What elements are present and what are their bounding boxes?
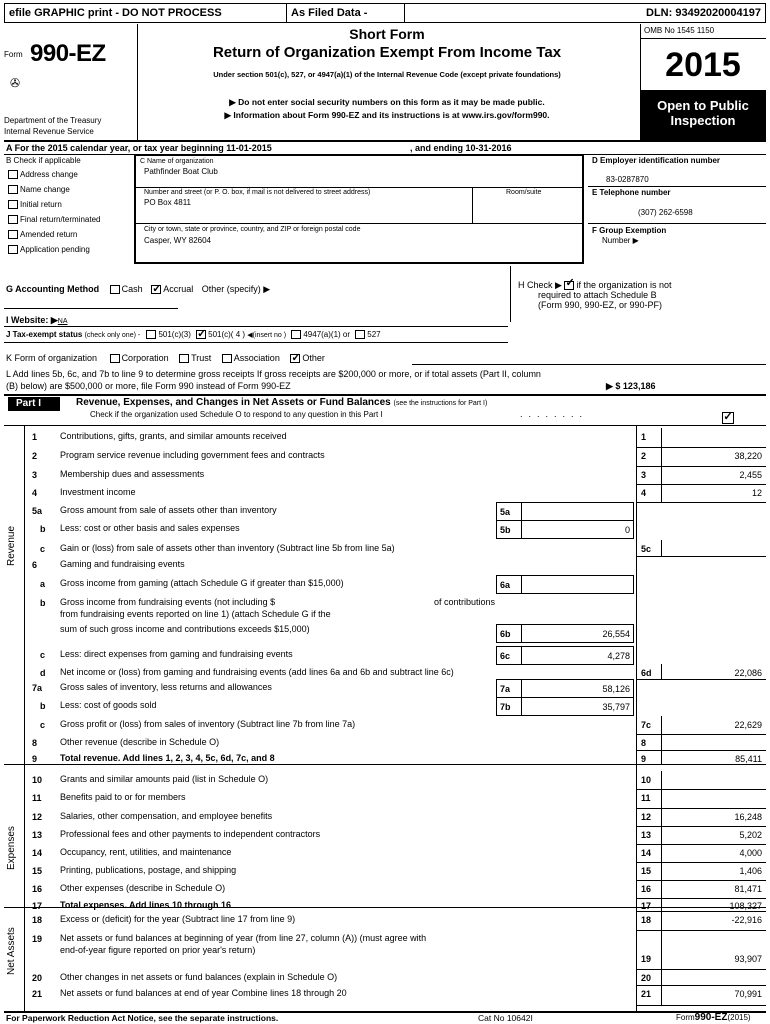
- address-change-option[interactable]: Address change: [8, 170, 100, 185]
- sub-line-amount[interactable]: 58,126: [522, 679, 634, 698]
- application-pending-option[interactable]: Application pending: [8, 245, 100, 260]
- final-return-checkbox[interactable]: [8, 215, 18, 224]
- sub-line-amount[interactable]: 4,278: [522, 646, 634, 665]
- line-number: b: [40, 701, 46, 711]
- tax-exempt-status: J Tax-exempt status (check only one) - 501(c)(3) ✓ 501(c)( 4 ) ◀(insert no ) 4947(a)(1) or 527: [6, 330, 381, 339]
- line-row: [0, 575, 770, 594]
- accounting-method: G Accounting Method Cash ✓ Accrual Other (specify) ▶: [6, 284, 270, 295]
- trust-option[interactable]: Trust: [179, 353, 211, 363]
- line-description: Other expenses (describe in Schedule O): [60, 883, 226, 893]
- check-applicable-title: B Check if applicable: [6, 156, 81, 165]
- line-row: [0, 750, 770, 764]
- line-row: [0, 679, 770, 697]
- line-number: 8: [32, 738, 38, 748]
- line-row: [0, 664, 770, 679]
- line-box-label: 6d: [636, 664, 662, 679]
- part1-title-note: (see the instructions for Part I): [393, 400, 488, 407]
- line-amount[interactable]: [662, 428, 766, 447]
- check-dots: ........: [520, 409, 589, 419]
- line-description: Gain or (loss) from sale of assets other than inventory (Subtract line 5b from line 5a): [60, 543, 395, 553]
- line-row: [0, 771, 770, 789]
- line-number: 19: [32, 934, 43, 944]
- line-box-label: 13: [636, 826, 662, 844]
- line-description: Gross profit or (loss) from sales of inventory (Subtract line 7b from line 7a): [60, 719, 356, 729]
- expenses-side-label: Expenses: [6, 826, 17, 870]
- part1-title-row: [76, 397, 487, 408]
- street-label: Number and street (or P. O. box, if mail is not delivered to street address): [144, 189, 371, 196]
- line-number: 6: [32, 560, 38, 570]
- line-amount[interactable]: 5,202: [739, 830, 762, 840]
- line-amount[interactable]: 108,327: [729, 901, 762, 911]
- line-description-extra: of contributions: [434, 597, 496, 607]
- org-name: Pathfinder Boat Club: [144, 167, 218, 176]
- line-amount[interactable]: 16,248: [734, 812, 762, 822]
- line-row: [0, 556, 770, 575]
- line-description: Printing, publications, postage, and shipping: [60, 865, 237, 875]
- omb-number: OMB No 1545 1150: [644, 26, 715, 35]
- line-row: [0, 540, 770, 556]
- line-amount[interactable]: 22,086: [734, 668, 762, 678]
- line-amount[interactable]: [662, 969, 766, 985]
- line-box-label: 11: [636, 789, 662, 808]
- line-row: [0, 789, 770, 808]
- organization-box: [134, 154, 584, 264]
- line-number: 10: [32, 775, 43, 785]
- line-number: 7a: [32, 683, 43, 693]
- sub-line-box-label: 7b: [496, 697, 522, 716]
- trust-checkbox[interactable]: [179, 354, 189, 363]
- line-amount[interactable]: 2,455: [739, 470, 762, 480]
- line-box-label: 21: [636, 985, 662, 1005]
- cat-number: Cat No 10642I: [478, 1013, 533, 1023]
- room-label: Room/suite: [506, 189, 542, 196]
- line-row: [0, 880, 770, 898]
- org-city: Casper, WY 82604: [144, 236, 212, 245]
- 501c3-checkbox[interactable]: [146, 330, 156, 339]
- org-name-label: C Name of organization: [140, 158, 214, 165]
- line-amount[interactable]: 85,411: [735, 754, 762, 764]
- line-box-label: 3: [636, 466, 662, 484]
- dln-label: DLN: 93492020004197: [646, 7, 761, 19]
- line-number: 11: [32, 793, 42, 803]
- line-box-label: 5c: [636, 540, 662, 556]
- sub-line-amount[interactable]: [522, 575, 634, 594]
- line-row: [0, 502, 770, 520]
- line-description: Net assets or fund balances at end of year Combine lines 18 through 20: [60, 988, 347, 998]
- 527-checkbox[interactable]: [355, 330, 365, 339]
- sub-line-box-label: 7a: [496, 679, 522, 698]
- sub-line-box-label: 6c: [496, 646, 522, 665]
- line-description: Investment income: [60, 487, 136, 497]
- line-box-label: 19: [636, 930, 662, 969]
- org-street: PO Box 4811: [144, 198, 191, 207]
- corporation-checkbox[interactable]: [110, 354, 120, 363]
- sub-line-box-label: 6a: [496, 575, 522, 594]
- line-description: Salaries, other compensation, and employee benefits: [60, 811, 273, 821]
- line-amount[interactable]: 22,629: [734, 720, 762, 730]
- line-box-label: 4: [636, 484, 662, 502]
- line-amount[interactable]: 70,991: [734, 989, 762, 999]
- 4947-option[interactable]: 4947(a)(1) or: [291, 330, 350, 339]
- line-l-text1: L Add lines 5b, 6c, and 7b to line 9 to determine gross receipts If gross receipts are $200,000 or more, or if total assets (Part II, column: [6, 369, 541, 379]
- line-number: 12: [32, 812, 43, 822]
- line-description: Less: cost or other basis and sales expenses: [60, 523, 240, 533]
- line-row: [0, 862, 770, 880]
- form-title: Return of Organization Exempt From Income Tax: [212, 44, 562, 61]
- part1-label: Part I: [8, 397, 60, 411]
- amended-return-checkbox[interactable]: [8, 230, 18, 239]
- association-option[interactable]: Association: [222, 353, 280, 363]
- line-box-label: 10: [636, 771, 662, 789]
- line-box-label: 16: [636, 880, 662, 898]
- website-row: I Website: ▶NA: [6, 315, 68, 325]
- short-form: Short Form: [349, 26, 425, 42]
- line-description-cont2: sum of such gross income and contributions exceeds $15,000): [60, 624, 310, 634]
- line-row: [0, 826, 770, 844]
- line-row: [0, 484, 770, 502]
- line-number: 5a: [32, 506, 43, 516]
- final-return-option[interactable]: Final return/terminated: [8, 215, 100, 230]
- line-row: [0, 646, 770, 664]
- line-description: Program service revenue including government fees and contracts: [60, 450, 325, 460]
- line-box-label: 9: [636, 750, 662, 764]
- line-description: Total revenue. Add lines 1, 2, 3, 4, 5c, 6d, 7c, and 8: [60, 753, 275, 763]
- line-box-label: 15: [636, 862, 662, 880]
- line-number: 15: [32, 866, 43, 876]
- line-number: c: [40, 544, 46, 554]
- line-row: [0, 969, 770, 985]
- line-number: c: [40, 650, 46, 660]
- form-header: [4, 24, 766, 142]
- line-row: [0, 594, 770, 646]
- cash-checkbox[interactable]: [110, 285, 120, 294]
- line-row: [0, 734, 770, 750]
- initial-return-checkbox[interactable]: [8, 200, 18, 209]
- line-row: [0, 697, 770, 716]
- netassets-side-label: Net Assets: [6, 927, 17, 975]
- line-row: [0, 930, 770, 969]
- tax-year-ending: , and ending 10-31-2016: [410, 143, 512, 153]
- line-description: Less: direct expenses from gaming and fundraising events: [60, 649, 293, 659]
- address-change-checkbox[interactable]: [8, 170, 18, 179]
- line-description: Membership dues and assessments: [60, 469, 205, 479]
- form-number: 990-EZ: [30, 40, 106, 67]
- form-of-organization: K Form of organization Corporation Trust Association ✓ Other: [6, 353, 325, 363]
- line-number: b: [40, 598, 46, 608]
- line-amount[interactable]: [662, 771, 766, 789]
- line-box-label: 7c: [636, 716, 662, 734]
- line-amount[interactable]: 4,000: [739, 848, 762, 858]
- schedule-o-checkbox[interactable]: ✓: [723, 411, 733, 423]
- line-amount[interactable]: [662, 540, 766, 556]
- line-description: Gross amount from sale of assets other than inventory: [60, 505, 277, 515]
- phone-value: (307) 262-6598: [638, 208, 693, 217]
- line-description: Contributions, gifts, grants, and similar amounts received: [60, 431, 287, 441]
- name-change-option[interactable]: Name change: [8, 185, 100, 200]
- open-public: Open to Public: [657, 98, 749, 113]
- sub-line-box-label: 5b: [496, 520, 522, 539]
- line-number: 4: [32, 488, 38, 498]
- line-row: [0, 716, 770, 734]
- line-description: Total expenses. Add lines 10 through 16: [60, 900, 232, 910]
- line-box-label: 20: [636, 969, 662, 985]
- city-label: City or town, state or province, country, and ZIP or foreign postal code: [144, 226, 361, 233]
- line-row: [0, 844, 770, 862]
- 501c-option[interactable]: ✓ 501(c)( 4 ) ◀(insert no ): [196, 330, 286, 339]
- accrual-option[interactable]: ✓ Accrual: [151, 284, 193, 294]
- amended-return-option[interactable]: Amended return: [8, 230, 100, 245]
- other-method: Other (specify) ▶: [201, 284, 271, 294]
- line-amount[interactable]: 93,907: [734, 954, 762, 964]
- line-number: 18: [32, 915, 43, 925]
- phone-label: E Telephone number: [592, 188, 671, 197]
- line-number: 14: [32, 848, 43, 858]
- line-number: 20: [32, 973, 43, 983]
- line-description: Net assets or fund balances at beginning of year (from line 27, column (A)) (must agree with: [60, 933, 427, 943]
- line-number: 13: [32, 830, 43, 840]
- line-box-label: 18: [636, 911, 662, 930]
- line-number: 17: [32, 901, 43, 911]
- line-l-text2: (B) below) are $500,000 or more, file Form 990 instead of Form 990-EZ: [6, 381, 291, 391]
- other-org-option[interactable]: ✓ Other: [290, 353, 325, 363]
- line-description-cont: end-of-year figure reported on prior year's return): [60, 945, 256, 955]
- line-row: [0, 447, 770, 466]
- sub-line-amount[interactable]: [522, 502, 634, 521]
- line-description: Other changes in net assets or fund balances (explain in Schedule O): [60, 972, 338, 982]
- line-box-label: 1: [636, 428, 662, 447]
- line-amount[interactable]: 38,220: [734, 451, 762, 461]
- line-number: 21: [32, 989, 43, 999]
- line-number: 16: [32, 884, 43, 894]
- line-box-label: 8: [636, 734, 662, 750]
- line-row: [0, 466, 770, 484]
- line-box-label: 14: [636, 844, 662, 862]
- line-description: Gross income from gaming (attach Schedule G if greater than $15,000): [60, 578, 344, 588]
- line-description: Gross sales of inventory, less returns and allowances: [60, 682, 272, 692]
- line-row: [0, 808, 770, 826]
- info-notice: ▶ Information about Form 990-EZ and its instructions is at www.irs.gov/form990.: [224, 110, 550, 120]
- revenue-side-label: Revenue: [6, 525, 17, 566]
- tax-year: 2015: [665, 46, 741, 84]
- line-box-label: 17: [636, 897, 662, 911]
- line-row: [0, 985, 770, 1005]
- irs-name: Internal Revenue Service: [4, 127, 94, 136]
- efile-label: efile GRAPHIC print - DO NOT PROCESS: [5, 4, 287, 22]
- line-number: 3: [32, 470, 38, 480]
- 501c3-option[interactable]: 501(c)(3): [146, 330, 190, 339]
- line-description: Benefits paid to or for members: [60, 792, 186, 802]
- irs-logo-icon: ✇: [10, 76, 21, 90]
- line-description: Gaming and fundraising events: [60, 559, 185, 569]
- name-change-checkbox[interactable]: [8, 185, 18, 194]
- line-number: d: [40, 668, 46, 678]
- line-row: [0, 911, 770, 930]
- line-amount[interactable]: 1,406: [739, 866, 762, 876]
- line-amount[interactable]: -22,916: [731, 915, 762, 925]
- line-description: Gross income from fundraising events (not including $: [60, 597, 276, 607]
- ein-value: 83-0287870: [606, 175, 649, 184]
- line-number: a: [40, 579, 46, 589]
- gross-receipts-amount: ▶ $ 123,186: [606, 381, 656, 391]
- inspection: Inspection: [670, 113, 736, 128]
- group-label: F Group Exemption: [592, 226, 667, 235]
- line-row: [0, 897, 770, 911]
- line-amount[interactable]: 12: [751, 488, 762, 498]
- filed-label: As Filed Data -: [287, 4, 405, 22]
- line-amount[interactable]: 81,471: [734, 884, 762, 894]
- association-checkbox[interactable]: [222, 354, 232, 363]
- line-box-label: 2: [636, 447, 662, 466]
- 501c-checkbox[interactable]: [196, 330, 206, 339]
- line-description: Excess or (deficit) for the year (Subtract line 17 from line 9): [60, 914, 296, 924]
- line-row: [0, 520, 770, 540]
- open-public-box: [640, 90, 766, 142]
- 527-option[interactable]: 527: [355, 330, 380, 339]
- schedule-b-check: H Check ▶ ✓ if the organization is not required to attach Schedule B (Form 990, 990-EZ, or 990-PF): [518, 280, 672, 310]
- sub-line-box-label: 6b: [496, 624, 522, 643]
- group-number: Number ▶: [602, 236, 639, 245]
- sub-line-box-label: 5a: [496, 502, 522, 521]
- line-number: 9: [32, 754, 38, 764]
- line-amount[interactable]: [662, 789, 766, 808]
- cash-option[interactable]: Cash: [110, 284, 143, 294]
- line-description: Occupancy, rent, utilities, and maintenance: [60, 847, 232, 857]
- sub-line-amount[interactable]: 26,554: [522, 624, 634, 643]
- line-number: b: [40, 524, 46, 534]
- accrual-checkbox[interactable]: [151, 285, 161, 294]
- schedule-b-checkbox[interactable]: [564, 281, 574, 290]
- line-row: [0, 428, 770, 447]
- check-applicable-list: [8, 170, 100, 260]
- initial-return-option[interactable]: Initial return: [8, 200, 100, 215]
- part1-title: Revenue, Expenses, and Changes in Net Assets or Fund Balances: [76, 397, 391, 408]
- form-subtitle: Under section 501(c), 527, or 4947(a)(1) of the Internal Revenue Code (except private foundations): [213, 70, 561, 79]
- schedule-o-check-text: Check if the organization used Schedule O to respond to any question in this Part I: [90, 410, 383, 419]
- form-prefix: Form: [4, 50, 23, 59]
- line-description: Professional fees and other payments to independent contractors: [60, 829, 321, 839]
- website-value: NA: [57, 318, 68, 325]
- line-description: Net income or (loss) from gaming and fundraising events (add lines 6a and 6b and subtract line 6c): [60, 667, 454, 677]
- other-org-checkbox[interactable]: [290, 354, 300, 363]
- sub-line-amount[interactable]: 35,797: [522, 697, 634, 716]
- ein-label: D Employer identification number: [592, 156, 721, 165]
- line-description: Other revenue (describe in Schedule O): [60, 737, 220, 747]
- line-number: 2: [32, 451, 38, 461]
- ssn-notice: ▶ Do not enter social security numbers on this form as it may be made public.: [229, 97, 545, 107]
- corporation-option[interactable]: Corporation: [110, 353, 169, 363]
- dept-treasury: Department of the Treasury: [4, 116, 102, 125]
- 4947-checkbox[interactable]: [291, 330, 301, 339]
- line-box-label: 12: [636, 808, 662, 826]
- footer-form: Form990-EZ(2015): [676, 1012, 751, 1023]
- sub-line-amount[interactable]: 0: [522, 520, 634, 539]
- top-banner: [4, 3, 766, 23]
- line-amount[interactable]: [662, 734, 766, 750]
- line-description-cont: from fundraising events reported on line 1) (attach Schedule G if the: [60, 609, 331, 619]
- tax-year-line: A For the 2015 calendar year, or tax year beginning 11-01-2015: [6, 143, 272, 153]
- paperwork-notice: For Paperwork Reduction Act Notice, see the separate instructions.: [6, 1013, 279, 1023]
- line-number: 1: [32, 432, 38, 442]
- application-pending-checkbox[interactable]: [8, 245, 18, 254]
- line-description: Less: cost of goods sold: [60, 700, 157, 710]
- line-description: Grants and similar amounts paid (list in Schedule O): [60, 774, 269, 784]
- line-number: c: [40, 720, 46, 730]
